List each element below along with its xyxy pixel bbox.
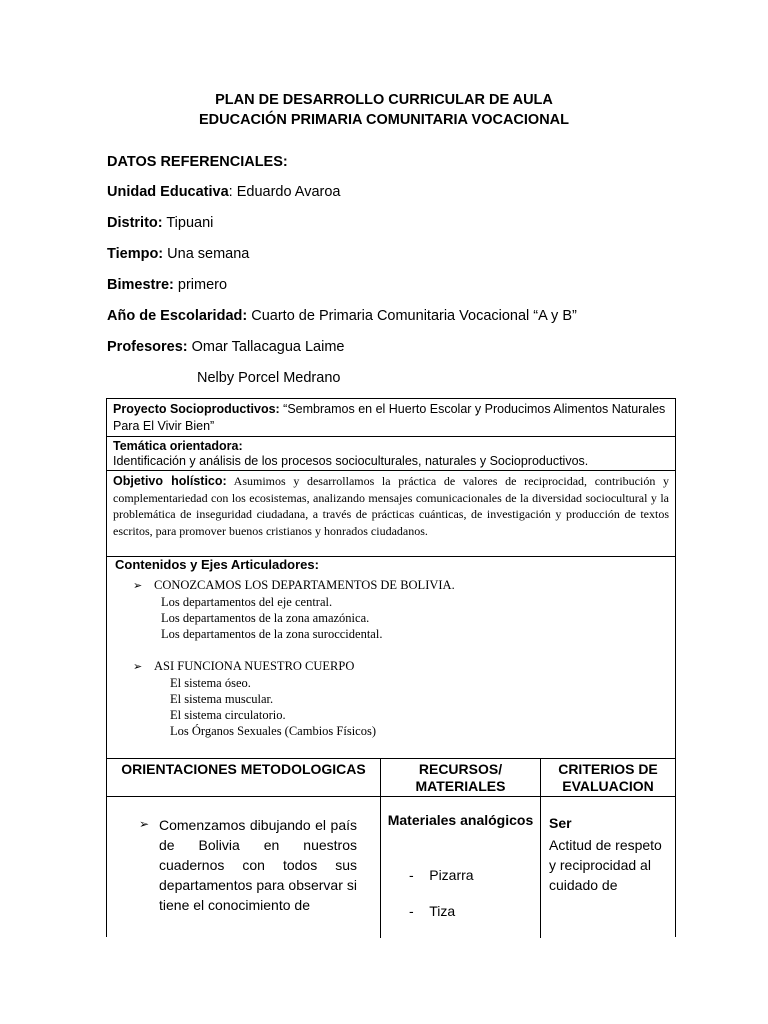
plan-table: [106, 398, 676, 937]
criterios-column: [541, 759, 675, 938]
criterios-header: CRITERIOS DE EVALUACION: [541, 759, 675, 797]
title-line-1: PLAN DE DESARROLLO CURRICULAR DE AULA: [215, 92, 553, 108]
orientaciones-column: [107, 759, 381, 938]
proyecto-value: “Sembramos en el Huerto Escolar y Producimos Alimentos Naturales Para El Vivir Bien”: [113, 402, 666, 433]
contenido-item: El sistema óseo.: [170, 676, 251, 690]
distrito-label: Distrito:: [107, 215, 163, 231]
contenido-item: Los departamentos de la zona amazónica.: [161, 611, 370, 625]
material-label: Pizarra: [429, 867, 474, 883]
distrito: [107, 215, 213, 231]
recursos-column: [381, 759, 541, 938]
profesores-label: Profesores:: [107, 339, 188, 355]
profesores: [107, 339, 345, 355]
anio-escolaridad: [107, 308, 577, 324]
contenidos-cell: [107, 557, 675, 759]
tematica-cell: [107, 437, 675, 471]
material-item: - Pizarra: [409, 867, 474, 883]
bimestre-label: Bimestre:: [107, 277, 174, 293]
unidad-label: Unidad Educativa: [107, 184, 229, 200]
contenido-item: Los Órganos Sexuales (Cambios Físicos): [170, 724, 377, 738]
distrito-value: Tipuani: [162, 215, 214, 231]
methodology-grid: [107, 759, 675, 938]
unidad-educativa: [107, 184, 340, 200]
arrow-bullet-icon: ➢: [133, 661, 143, 673]
arrow-bullet-icon: ➢: [133, 580, 143, 592]
anio-value: Cuarto de Primaria Comunitaria Vocacional “A y B”: [247, 308, 577, 324]
contenido-bullet-1: CONOZCAMOS LOS DEPARTAMENTOS DE BOLIVIA.: [154, 578, 455, 592]
contenido-item: Los departamentos del eje central.: [161, 595, 333, 609]
objetivo-label: Objetivo holístico:: [113, 474, 227, 488]
material-item: - Tiza: [409, 903, 456, 919]
proyecto-cell: [107, 399, 675, 437]
bimestre: [107, 277, 227, 293]
unidad-value: : Eduardo Avaroa: [228, 184, 341, 200]
criterio-text: Actitud de respeto y reciprocidad al cuidado de: [549, 837, 662, 893]
profesor-1: Omar Tallacagua Laime: [187, 339, 345, 355]
criterio-heading: Ser: [549, 815, 572, 831]
profesor-2: Nelby Porcel Medrano: [197, 370, 341, 386]
arrow-bullet-icon: ➢: [139, 817, 150, 831]
objetivo-cell: [107, 471, 675, 557]
contenido-item: El sistema circulatorio.: [170, 708, 286, 722]
contenidos-heading: Contenidos y Ejes Articuladores:: [115, 557, 319, 572]
proyecto-label: Proyecto Socioproductivos:: [113, 402, 280, 416]
tematica-value: Identificación y análisis de los procesos socioculturales, naturales y Socioproductivos.: [113, 454, 589, 468]
anio-label: Año de Escolaridad:: [107, 308, 248, 324]
recursos-header: RECURSOS/ MATERIALES: [381, 759, 540, 797]
material-label: Tiza: [429, 903, 456, 919]
orientaciones-header: ORIENTACIONES METODOLOGICAS: [107, 759, 380, 797]
contenido-bullet-2: ASI FUNCIONA NUESTRO CUERPO: [154, 659, 355, 673]
tiempo-label: Tiempo:: [107, 246, 164, 262]
contenido-item: El sistema muscular.: [170, 692, 274, 706]
materiales-heading: Materiales analógicos: [387, 812, 534, 828]
objetivo-value: Asumimos y desarrollamos la práctica de valores de reciprocidad, contribución y complementariedad con los ecosistemas, analizando mensajes comunicacionales de la diversidad sociocultural y la problemática de inseguridad ciudadana, a través de prácticas cuánticas, de investigación y producción de textos escritos, para promover buenos cristianos y honrados ciudadanos.: [113, 474, 669, 538]
title-line-2: EDUCACIÓN PRIMARIA COMUNITARIA VOCACIONAL: [198, 112, 569, 128]
tiempo-value: Una semana: [163, 246, 250, 262]
tematica-label: Temática orientadora:: [113, 439, 243, 453]
orientacion-text: Comenzamos dibujando el país de Bolivia en nuestros cuadernos con todos sus departamentos para observar si tiene el conocimiento de: [159, 817, 357, 913]
datos-heading: DATOS REFERENCIALES:: [107, 154, 288, 170]
bimestre-value: primero: [173, 277, 228, 293]
contenido-item: Los departamentos de la zona suroccidental.: [161, 627, 383, 641]
tiempo: [107, 246, 249, 262]
